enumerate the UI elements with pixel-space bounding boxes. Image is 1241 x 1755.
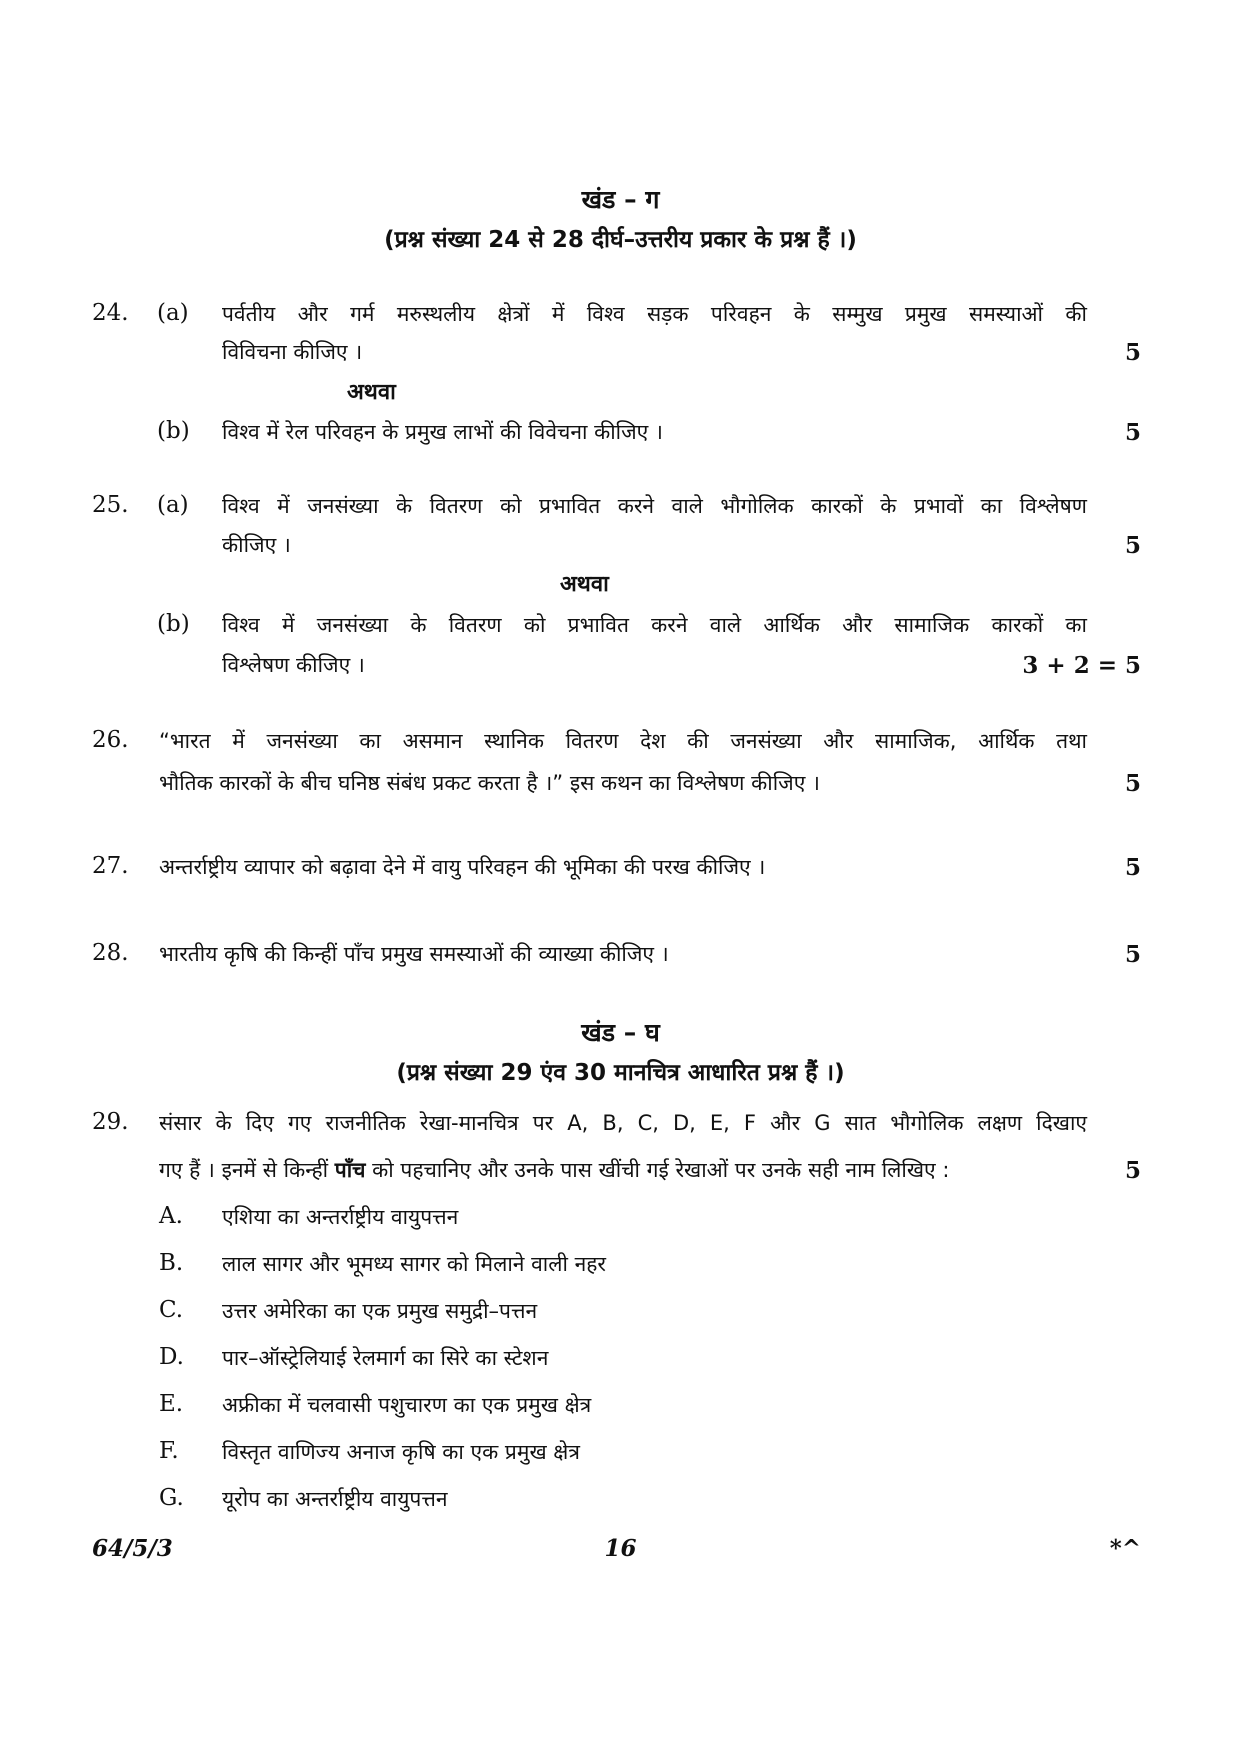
option-text: पार–ऑस्ट्रेलियाई रेलमार्ग का सिरे का स्टेशन — [222, 1346, 549, 1370]
question-text: विश्व में जनसंख्या के वितरण को प्रभावित करने वाले आर्थिक और सामाजिक कारकों का — [222, 613, 1087, 637]
page-number: 16 — [604, 1535, 637, 1562]
question-number: 25. — [92, 492, 129, 518]
section-d-title: खंड – घ — [581, 1018, 660, 1047]
option-letter: D. — [159, 1344, 184, 1370]
question-text: विश्व में रेल परिवहन के प्रमुख लाभों की विवेचना कीजिए । — [222, 420, 663, 444]
marks: 5 — [1124, 770, 1141, 797]
section-d-subtitle: (प्रश्न संख्या 29 एंव 30 मानचित्र आधारित प्रश्न हैं ।) — [396, 1060, 845, 1086]
option-text: अफ्रीका में चलवासी पशुचारण का एक प्रमुख क्षेत्र — [222, 1393, 592, 1417]
section-c-subtitle: (प्रश्न संख्या 24 से 28 दीर्घ–उत्तरीय प्रकार के प्रश्न हैं ।) — [384, 227, 857, 253]
marks: 5 — [1124, 532, 1141, 559]
question-number: 24. — [92, 300, 129, 326]
option-text: लाल सागर और भूमध्य सागर को मिलाने वाली नहर — [222, 1252, 606, 1276]
marks: 5 — [1124, 339, 1141, 366]
question-text: संसार के दिए गए राजनीतिक रेखा-मानचित्र पर A, B, C, D, E, F और G सात भौगोलिक लक्षण दिखाए — [159, 1111, 1087, 1135]
option-text: उत्तर अमेरिका का एक प्रमुख समुद्री–पत्तन — [222, 1299, 538, 1323]
option-text: एशिया का अन्तर्राष्ट्रीय वायुपत्तन — [222, 1205, 459, 1229]
section-c-title: खंड – ग — [581, 185, 660, 214]
option-letter: C. — [159, 1297, 184, 1323]
option-letter: E. — [159, 1391, 184, 1417]
part-label: (a) — [157, 492, 189, 518]
paper-code: 64/5/3 — [92, 1535, 173, 1562]
or-separator: अथवा — [347, 380, 396, 405]
question-text: विश्लेषण कीजिए । — [222, 653, 365, 677]
option-letter: A. — [159, 1203, 183, 1229]
question-text: भौतिक कारकों के बीच घनिष्ठ संबंध प्रकट करता है ।” इस कथन का विश्लेषण कीजिए । — [159, 771, 820, 795]
footer-mark: *^ — [1109, 1535, 1141, 1562]
option-letter: B. — [159, 1250, 184, 1276]
marks: 5 — [1124, 854, 1141, 881]
question-number: 27. — [92, 853, 129, 879]
emphasis: पाँच — [334, 1158, 366, 1182]
question-text: विविचना कीजिए । — [222, 340, 363, 364]
question-number: 26. — [92, 727, 129, 753]
question-text: भारतीय कृषि की किन्हीं पाँच प्रमुख समस्याओं की व्याख्या कीजिए । — [159, 942, 669, 966]
question-text: विश्व में जनसंख्या के वितरण को प्रभावित करने वाले भौगोलिक कारकों के प्रभावों का विश्लेषण — [222, 494, 1087, 518]
option-text: विस्तृत वाणिज्य अनाज कृषि का एक प्रमुख क्षेत्र — [222, 1440, 580, 1464]
part-label: (b) — [157, 418, 190, 444]
part-label: (b) — [157, 611, 190, 637]
question-text: “भारत में जनसंख्या का असमान स्थानिक वितरण देश की जनसंख्या और सामाजिक, आर्थिक तथा — [159, 729, 1087, 753]
or-separator: अथवा — [560, 572, 609, 597]
option-letter: G. — [159, 1485, 184, 1511]
marks: 3 + 2 = 5 — [1022, 652, 1141, 679]
marks: 5 — [1124, 1157, 1141, 1184]
marks: 5 — [1124, 419, 1141, 446]
question-text: कीजिए । — [222, 533, 291, 557]
question-text: पर्वतीय और गर्म मरुस्थलीय क्षेत्रों में विश्व सड़क परिवहन के सम्मुख प्रमुख समस्याओं की — [222, 302, 1087, 326]
question-number: 29. — [92, 1109, 129, 1135]
question-text: गए हैं । इनमें से किन्हीं पाँच को पहचानिए और उनके पास खींची गई रेखाओं पर उनके सही नाम लिखिए : — [159, 1158, 950, 1182]
marks: 5 — [1124, 941, 1141, 968]
part-label: (a) — [157, 300, 189, 326]
question-text: अन्तर्राष्ट्रीय व्यापार को बढ़ावा देने में वायु परिवहन की भूमिका की परख कीजिए । — [159, 855, 766, 879]
question-number: 28. — [92, 940, 129, 966]
option-text: यूरोप का अन्तर्राष्ट्रीय वायुपत्तन — [222, 1487, 448, 1511]
option-letter: F. — [159, 1438, 179, 1464]
